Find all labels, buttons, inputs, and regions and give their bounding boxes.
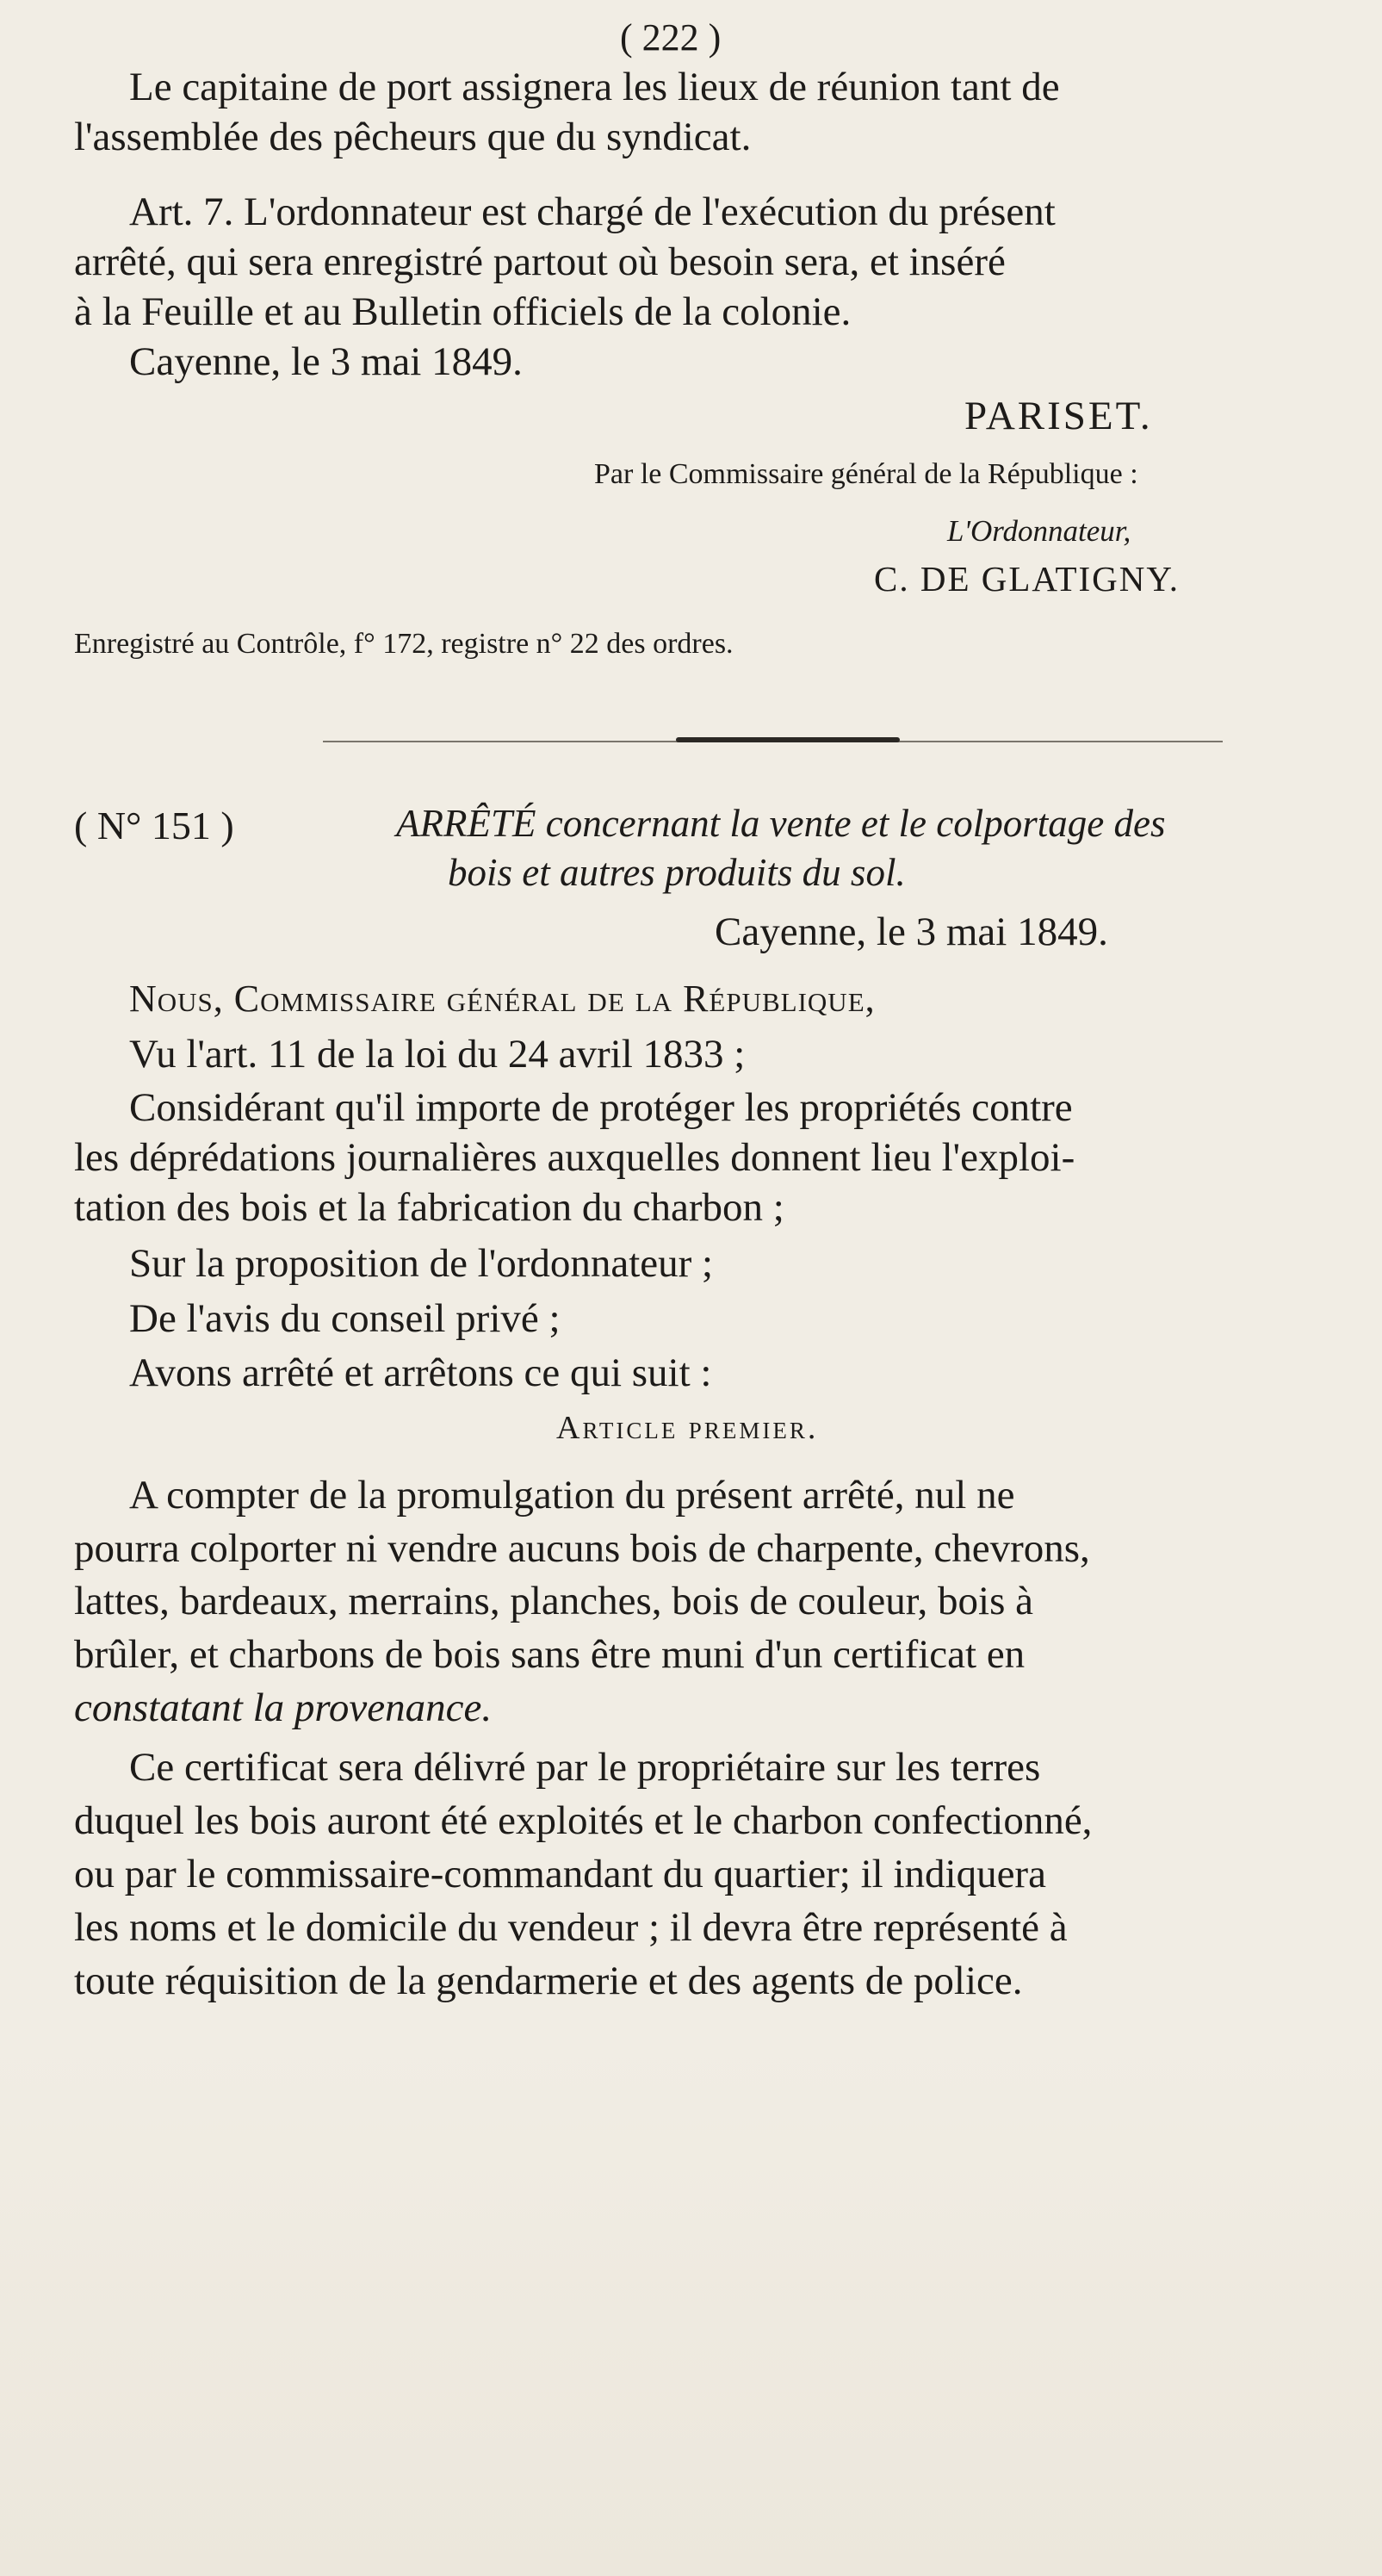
page-number: ( 222 ) xyxy=(620,16,722,59)
article-line: Ce certificat sera délivré par le propriétaire sur les terres xyxy=(129,1745,1041,1790)
ordonnateur-title: L'Ordonnateur, xyxy=(947,514,1131,548)
signature-pariset: PARISET. xyxy=(964,394,1153,438)
par-le-commissaire: Par le Commissaire général de la République : xyxy=(594,458,1138,490)
arrete-dateline: Cayenne, le 3 mai 1849. xyxy=(715,909,1108,954)
nous-commissaire: Nous, Commissaire général de la République, xyxy=(129,978,876,1020)
article-line: ou par le commissaire-commandant du quartier; il indiquera xyxy=(74,1852,1046,1896)
article-line: les noms et le domicile du vendeur ; il devra être représenté à xyxy=(74,1905,1068,1950)
arrete-number: ( N° 151 ) xyxy=(74,804,234,847)
paragraph-line: Le capitaine de port assignera les lieux de réunion tant de xyxy=(129,65,1060,109)
paragraph-line: Art. 7. L'ordonnateur est chargé de l'exécution du présent xyxy=(129,189,1056,234)
article-line: pourra colporter ni vendre aucuns bois de charpente, chevrons, xyxy=(74,1526,1090,1571)
paragraph-line: Avons arrêté et arrêtons ce qui suit : xyxy=(129,1350,712,1395)
paragraph-line: les déprédations journalières auxquelles donnent lieu l'exploi- xyxy=(74,1135,1075,1180)
signature-glatigny: C. DE GLATIGNY. xyxy=(874,559,1180,599)
paragraph-line: à la Feuille et au Bulletin officiels de la colonie. xyxy=(74,289,852,334)
paragraph-line: Vu l'art. 11 de la loi du 24 avril 1833 ; xyxy=(129,1032,746,1077)
page-lower-margin xyxy=(0,2033,1382,2576)
paragraph-line: l'assemblée des pêcheurs que du syndicat. xyxy=(74,115,752,159)
dateline: Cayenne, le 3 mai 1849. xyxy=(129,339,523,384)
article-line: constatant la provenance. xyxy=(74,1685,493,1730)
paragraph-line: Sur la proposition de l'ordonnateur ; xyxy=(129,1241,714,1286)
article-line: toute réquisition de la gendarmerie et des agents de police. xyxy=(74,1958,1023,2003)
arrete-title-line2: bois et autres produits du sol. xyxy=(448,851,906,894)
paragraph-line: arrêté, qui sera enregistré partout où besoin sera, et inséré xyxy=(74,239,1006,284)
paragraph-line: De l'avis du conseil privé ; xyxy=(129,1296,561,1341)
article-line: brûler, et charbons de bois sans être muni d'un certificat en xyxy=(74,1632,1026,1677)
arrete-title-line1: ARRÊTÉ concernant la vente et le colportage des xyxy=(396,802,1166,845)
article-line: lattes, bardeaux, merrains, planches, bois de couleur, bois à xyxy=(74,1579,1034,1623)
article-line: A compter de la promulgation du présent arrêté, nul ne xyxy=(129,1473,1015,1518)
registration-note: Enregistré au Contrôle, f° 172, registre n° 22 des ordres. xyxy=(74,628,734,660)
separator-ornament xyxy=(676,737,900,742)
article-line: duquel les bois auront été exploités et le charbon confectionné, xyxy=(74,1798,1093,1843)
paragraph-line: tation des bois et la fabrication du charbon ; xyxy=(74,1185,784,1230)
paragraph-line: Considérant qu'il importe de protéger les propriétés contre xyxy=(129,1085,1073,1130)
article-heading: Article premier. xyxy=(556,1410,819,1446)
